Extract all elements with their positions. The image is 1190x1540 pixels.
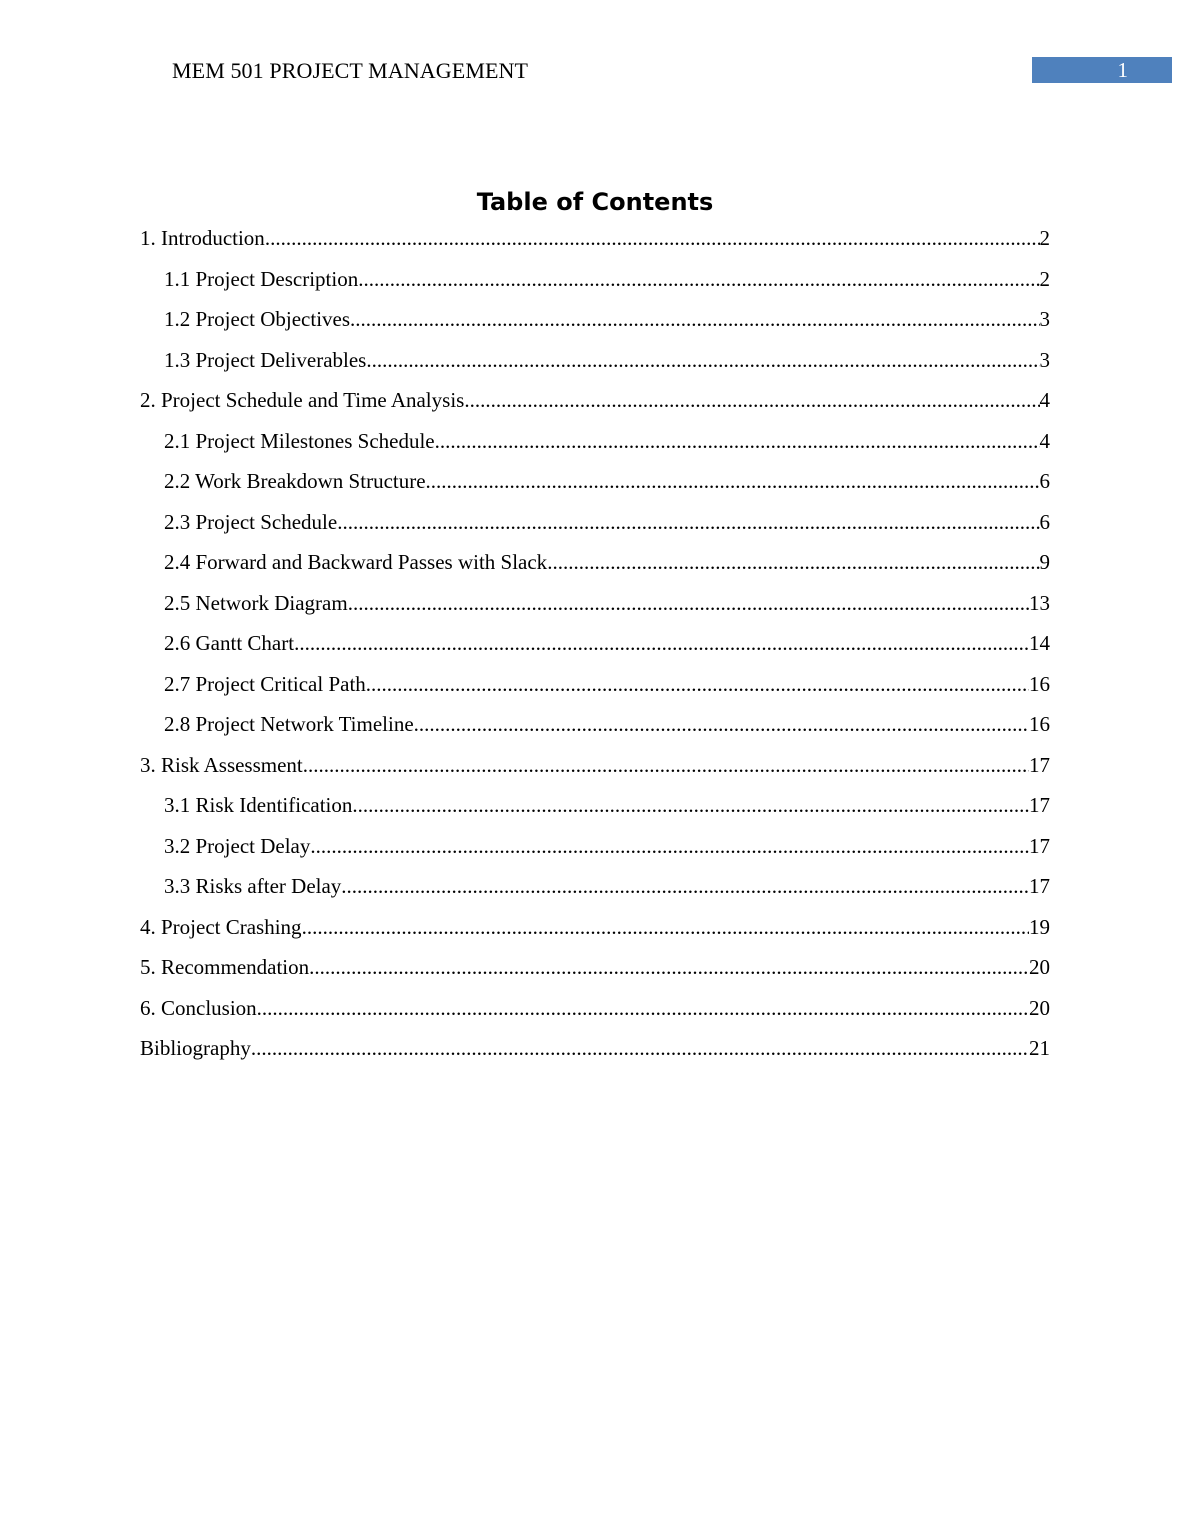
toc-entry[interactable]: [140, 791, 1050, 832]
toc-dot-leader: [294, 629, 1029, 657]
toc-entry-title: 1. Introduction: [140, 226, 265, 250]
toc-entry-title: 2.1 Project Milestones Schedule: [164, 428, 435, 453]
toc-dot-leader: [302, 913, 1029, 941]
toc-entry[interactable]: [140, 386, 1050, 427]
toc-dot-leader: [414, 710, 1029, 738]
toc-entry-title: 2.5 Network Diagram: [164, 590, 348, 615]
toc-entry-title: 2.7 Project Critical Path: [164, 671, 366, 696]
toc-entry-page: 17: [1029, 752, 1050, 777]
toc-entry-title: 3.3 Risks after Delay: [164, 874, 342, 898]
toc-entry[interactable]: [140, 548, 1050, 589]
toc-dot-leader: [265, 224, 1040, 252]
toc-entry[interactable]: [140, 1034, 1050, 1075]
toc-entry[interactable]: [140, 305, 1050, 346]
toc-dot-leader: [426, 467, 1040, 495]
toc-entry-page: 14: [1029, 631, 1050, 655]
toc-entry-title: 2.2 Work Breakdown Structure: [164, 469, 426, 493]
toc-dot-leader: [547, 548, 1039, 576]
table-of-contents: [140, 224, 1050, 1075]
toc-entry[interactable]: [140, 467, 1050, 508]
toc-entry[interactable]: [140, 670, 1050, 711]
toc-entry-page: 17: [1029, 833, 1050, 858]
toc-entry-title: Bibliography: [140, 1036, 251, 1060]
toc-entry-page: 4: [1039, 388, 1050, 412]
toc-entry-page: 19: [1029, 914, 1050, 939]
toc-entry-title: 1.2 Project Objectives: [164, 307, 351, 331]
toc-entry-title: 2.4 Forward and Backward Passes with Slack: [164, 550, 548, 574]
toc-entry-page: 2: [1039, 226, 1050, 250]
toc-dot-leader: [358, 265, 1039, 293]
toc-entry-title: 3. Risk Assessment: [140, 752, 303, 777]
toc-entry-page: 20: [1029, 955, 1050, 979]
toc-entry-page: 9: [1039, 550, 1050, 574]
toc-entry-page: 21: [1029, 1036, 1050, 1060]
toc-entry-page: 6: [1039, 469, 1050, 493]
toc-entry-title: 3.1 Risk Identification: [164, 793, 353, 817]
toc-entry-title: 2.6 Gantt Chart: [164, 631, 295, 655]
toc-entry-title: 2. Project Schedule and Time Analysis: [140, 388, 465, 412]
toc-dot-leader: [337, 508, 1039, 536]
toc-entry-title: 1.1 Project Description: [164, 266, 359, 291]
toc-entry-page: 17: [1029, 874, 1050, 898]
toc-dot-leader: [366, 346, 1039, 374]
toc-dot-leader: [435, 427, 1040, 455]
toc-heading: Table of Contents: [476, 188, 714, 216]
toc-entry-title: 6. Conclusion: [140, 995, 257, 1020]
toc-dot-leader: [310, 832, 1029, 860]
toc-entry[interactable]: [140, 629, 1050, 670]
toc-entry-page: 16: [1029, 712, 1050, 736]
toc-entry-title: 4. Project Crashing: [140, 914, 302, 939]
toc-entry-page: 3: [1039, 347, 1050, 372]
toc-dot-leader: [352, 791, 1029, 819]
page-number: 1: [1117, 58, 1128, 82]
page-number-badge: [1032, 57, 1172, 83]
toc-dot-leader: [309, 953, 1029, 981]
toc-entry[interactable]: [140, 710, 1050, 751]
toc-entry-page: 16: [1029, 671, 1050, 696]
toc-entry-title: 3.2 Project Delay: [164, 833, 311, 858]
toc-dot-leader: [366, 670, 1029, 698]
toc-entry[interactable]: [140, 508, 1050, 549]
toc-entry-page: 2: [1039, 266, 1050, 291]
toc-entry[interactable]: [140, 265, 1050, 306]
toc-entry[interactable]: [140, 872, 1050, 913]
toc-dot-leader: [350, 305, 1039, 333]
toc-dot-leader: [257, 994, 1029, 1022]
toc-entry[interactable]: [140, 751, 1050, 792]
toc-entry[interactable]: [140, 953, 1050, 994]
toc-dot-leader: [251, 1034, 1029, 1062]
toc-entry-title: 2.3 Project Schedule: [164, 509, 338, 534]
toc-entry[interactable]: [140, 346, 1050, 387]
toc-entry[interactable]: [140, 832, 1050, 873]
toc-dot-leader: [303, 751, 1029, 779]
toc-entry-page: 3: [1039, 307, 1050, 331]
toc-entry-title: 2.8 Project Network Timeline: [164, 712, 414, 736]
toc-dot-leader: [464, 386, 1039, 414]
toc-entry[interactable]: [140, 224, 1050, 265]
running-header-title: MEM 501 PROJECT MANAGEMENT: [172, 58, 529, 83]
toc-entry-title: 5. Recommendation: [140, 955, 310, 979]
toc-dot-leader: [348, 589, 1029, 617]
toc-entry[interactable]: [140, 913, 1050, 954]
toc-entry-page: 17: [1029, 793, 1050, 817]
toc-dot-leader: [341, 872, 1029, 900]
toc-entry[interactable]: [140, 994, 1050, 1035]
toc-entry[interactable]: [140, 427, 1050, 468]
toc-entry-page: 4: [1039, 428, 1050, 453]
toc-entry-page: 6: [1039, 509, 1050, 534]
toc-entry-page: 13: [1029, 590, 1050, 615]
toc-entry[interactable]: [140, 589, 1050, 630]
toc-entry-title: 1.3 Project Deliverables: [164, 347, 367, 372]
toc-entry-page: 20: [1029, 995, 1050, 1020]
